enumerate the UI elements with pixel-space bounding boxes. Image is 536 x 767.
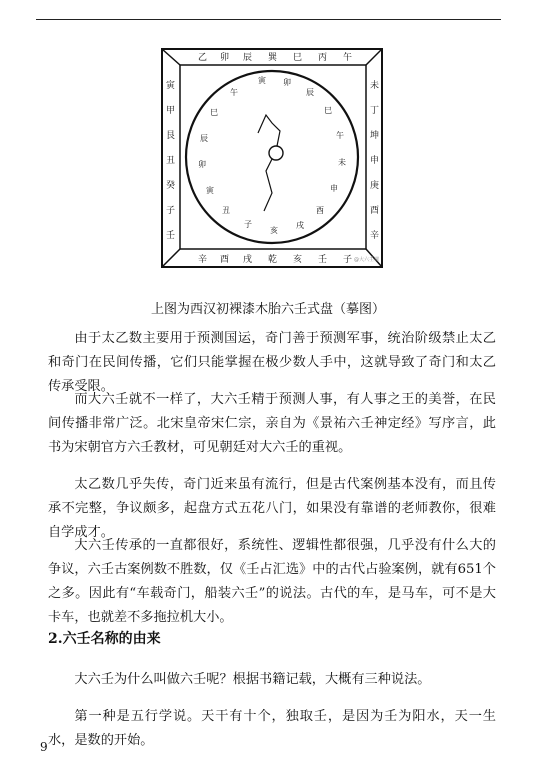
svg-text:午: 午 xyxy=(343,53,353,63)
svg-text:辛: 辛 xyxy=(370,231,380,241)
paragraph-1: 由于太乙数主要用于预测国运，奇门善于预测军事，统治阶级禁止太乙和奇门在民间传播，它们只能掌握在极少数人手中，这就导致了奇门和太乙传承受限。 xyxy=(48,331,496,394)
svg-text:壬: 壬 xyxy=(166,231,176,241)
svg-text:丑: 丑 xyxy=(166,156,176,166)
svg-text:丁: 丁 xyxy=(370,106,380,116)
svg-text:癸: 癸 xyxy=(166,181,176,191)
svg-text:申: 申 xyxy=(330,184,338,193)
paragraph-2: 而大六壬就不一样了，大六壬精于预测人事，有人事之王的美誉，在民间传播非常广泛。北宋皇帝宋仁宗，亲自为《景祐六壬神定经》写序言，此书为宋朝官方六壬教材，可见朝廷对大六壬的重视。 xyxy=(48,392,496,455)
svg-text:巽: 巽 xyxy=(268,53,278,63)
svg-text:乙: 乙 xyxy=(198,53,208,63)
svg-text:乾: 乾 xyxy=(268,255,278,265)
svg-text:壬: 壬 xyxy=(318,255,328,265)
svg-text:卯: 卯 xyxy=(220,53,230,63)
svg-text:卯: 卯 xyxy=(198,160,206,169)
header-rule xyxy=(36,19,501,20)
svg-text:坤: 坤 xyxy=(370,131,380,141)
svg-text:丙: 丙 xyxy=(318,53,328,63)
svg-text:亥: 亥 xyxy=(293,255,303,265)
svg-text:庚: 庚 xyxy=(370,181,380,191)
svg-text:申: 申 xyxy=(370,156,380,166)
svg-text:巳: 巳 xyxy=(324,106,332,115)
svg-text:卯: 卯 xyxy=(283,78,291,87)
svg-text:酉: 酉 xyxy=(370,206,380,216)
figure-watermark: @大六壬课 xyxy=(354,257,380,263)
svg-text:辛: 辛 xyxy=(198,255,208,265)
page-number: 9 xyxy=(40,740,48,754)
svg-text:未: 未 xyxy=(338,158,346,167)
svg-text:子: 子 xyxy=(244,220,252,229)
paragraph-5: 大六壬为什么叫做六壬呢？根据书籍记载，大概有三种说法。 xyxy=(74,672,431,687)
paragraph-4: 大六壬传承的一直都很好，系统性、逻辑性都很强，几乎没有什么大的争议，六壬古案例数不胜数，仅《壬占汇选》中的古代占验案例，就有651个之多。因此有“车载奇门，船装六壬”的说法。古代的车，是马车，可不是大卡车，也就差不多拖拉机大小。 xyxy=(48,538,496,625)
svg-text:艮: 艮 xyxy=(166,131,176,141)
svg-text:午: 午 xyxy=(336,131,344,140)
shipan-diagram-image xyxy=(158,43,388,273)
svg-text:子: 子 xyxy=(166,206,176,216)
svg-text:酉: 酉 xyxy=(220,255,230,265)
svg-text:巳: 巳 xyxy=(210,108,218,117)
svg-text:寅: 寅 xyxy=(206,186,214,195)
svg-text:甲: 甲 xyxy=(166,106,176,116)
svg-text:亥: 亥 xyxy=(270,226,278,235)
svg-text:辰: 辰 xyxy=(306,88,314,97)
svg-text:寅: 寅 xyxy=(258,76,266,85)
svg-text:戌: 戌 xyxy=(243,255,253,265)
section-heading: 2.六壬名称的由来 xyxy=(48,631,161,647)
svg-text:巳: 巳 xyxy=(293,53,303,63)
paragraph-6: 第一种是五行学说。天干有十个，独取壬，是因为壬为阳水，天一生水，是数的开始。 xyxy=(48,709,496,748)
svg-text:未: 未 xyxy=(370,81,380,91)
svg-text:丑: 丑 xyxy=(222,206,230,215)
paragraph-3: 太乙数几乎失传，奇门近来虽有流行，但是古代案例基本没有，而且传承不完整，争议颇多，起盘方式五花八门，如果没有靠谱的老师教你，很难自学成才。 xyxy=(48,477,496,540)
svg-text:辰: 辰 xyxy=(243,53,253,63)
svg-text:子: 子 xyxy=(343,255,353,265)
svg-text:戌: 戌 xyxy=(296,221,304,230)
svg-text:辰: 辰 xyxy=(200,134,208,143)
svg-text:寅: 寅 xyxy=(166,81,176,91)
svg-text:酉: 酉 xyxy=(316,206,324,215)
figure-caption: 上图为西汉初裸漆木胎六壬式盘（摹图） xyxy=(150,302,385,317)
svg-text:午: 午 xyxy=(230,88,238,97)
